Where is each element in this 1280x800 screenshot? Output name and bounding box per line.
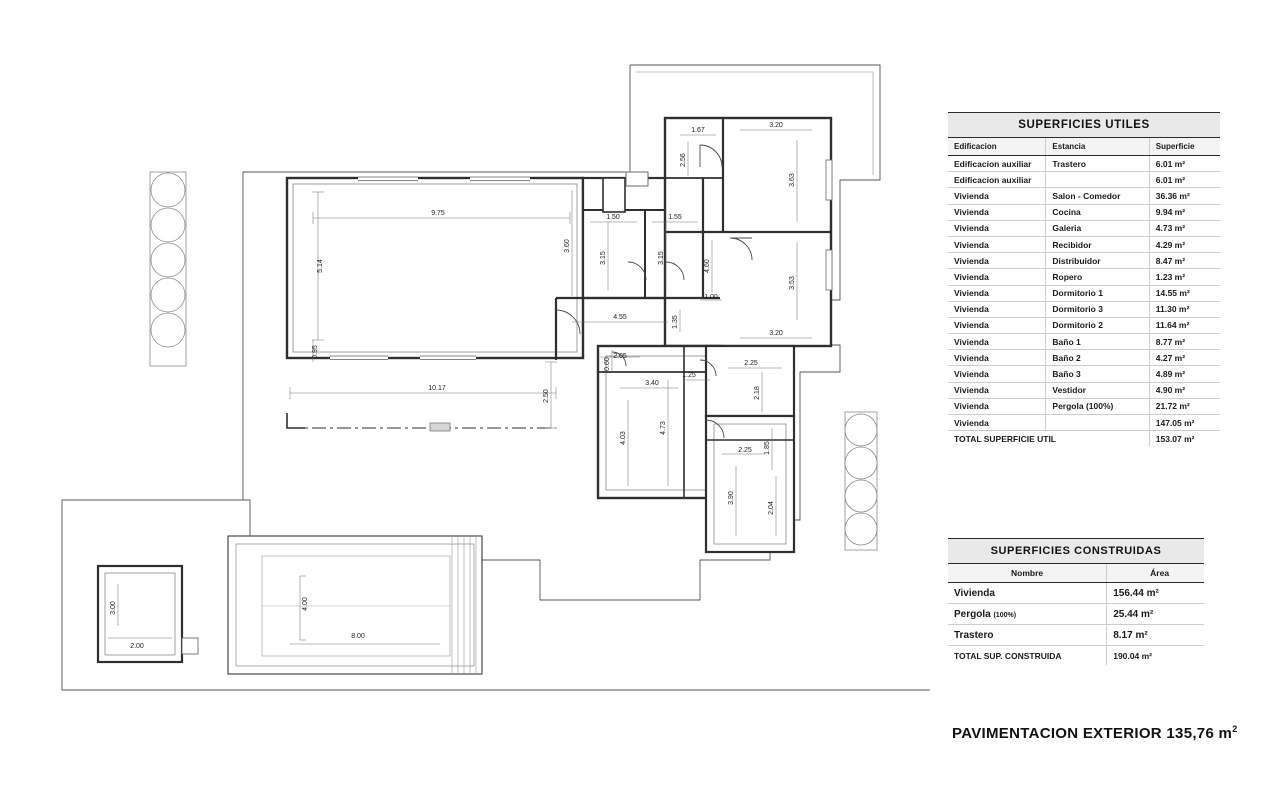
cell-superficie: 4.27 m² <box>1149 350 1220 366</box>
cell-estancia: Recibidor <box>1046 236 1149 252</box>
cell-nombre <box>948 604 1107 625</box>
table-row <box>948 253 1220 269</box>
cell-superficie: 11.64 m² <box>1149 317 1220 333</box>
svg-text:2.05: 2.05 <box>613 353 627 360</box>
cell-superficie: 4.73 m² <box>1149 220 1220 236</box>
table-row <box>948 317 1220 333</box>
table-row <box>948 604 1204 625</box>
svg-text:3.40: 3.40 <box>645 380 659 387</box>
table-row <box>948 625 1204 646</box>
svg-text:3.00: 3.00 <box>110 601 117 615</box>
utiles-total-label: TOTAL SUPERFICIE UTIL <box>948 431 1149 447</box>
svg-text:3.20: 3.20 <box>769 122 783 129</box>
cell-estancia: Dormitorio 1 <box>1046 285 1149 301</box>
cell-estancia <box>1046 415 1149 431</box>
cell-superficie: 6.01 m² <box>1149 156 1220 172</box>
table-row <box>948 398 1220 414</box>
cell-edificacion: Vivienda <box>948 285 1046 301</box>
svg-text:1.00: 1.00 <box>704 294 718 301</box>
header-estancia: Estancia <box>1046 138 1149 156</box>
svg-text:4.03: 4.03 <box>620 431 627 445</box>
cell-edificacion: Vivienda <box>948 220 1046 236</box>
cell-edificacion: Vivienda <box>948 188 1046 204</box>
cell-superficie: 6.01 m² <box>1149 172 1220 188</box>
cell-estancia: Vestidor <box>1046 382 1149 398</box>
cell-superficie: 36.36 m² <box>1149 188 1220 204</box>
pavimentacion-text: PAVIMENTACION EXTERIOR 135,76 m <box>952 725 1233 742</box>
cell-superficie: 9.94 m² <box>1149 204 1220 220</box>
cell-edificacion: Vivienda <box>948 204 1046 220</box>
pergola-area <box>287 413 556 431</box>
lower-block <box>598 346 720 498</box>
table-row <box>948 156 1220 172</box>
cell-superficie: 4.89 m² <box>1149 366 1220 382</box>
cell-nombre: Vivienda <box>948 583 1107 604</box>
svg-text:2.00: 2.00 <box>130 643 144 650</box>
cell-area: 156.44 m² <box>1107 583 1204 604</box>
table-row <box>948 382 1220 398</box>
cell-edificacion: Vivienda <box>948 382 1046 398</box>
svg-text:8.00: 8.00 <box>351 633 365 640</box>
cell-superficie: 8.77 m² <box>1149 334 1220 350</box>
cell-superficie: 21.72 m² <box>1149 398 1220 414</box>
cell-estancia: Pergola (100%) <box>1046 398 1149 414</box>
cell-edificacion: Vivienda <box>948 415 1046 431</box>
cell-edificacion: Vivienda <box>948 350 1046 366</box>
svg-text:3.15: 3.15 <box>658 251 665 265</box>
svg-text:1.35: 1.35 <box>672 315 679 329</box>
cell-nombre-text: Pergola <box>954 608 991 620</box>
svg-text:1.67: 1.67 <box>691 127 705 134</box>
table-row <box>948 366 1220 382</box>
pavimentacion-exponent: 2 <box>1232 724 1238 734</box>
cell-estancia: Trastero <box>1046 156 1149 172</box>
cell-superficie: 8.47 m² <box>1149 253 1220 269</box>
utiles-total-row <box>948 431 1220 447</box>
svg-text:10.17: 10.17 <box>428 385 446 392</box>
svg-text:2.25: 2.25 <box>738 447 752 454</box>
cell-superficie: 11.30 m² <box>1149 301 1220 317</box>
svg-text:4.55: 4.55 <box>613 314 627 321</box>
svg-text:1.50: 1.50 <box>606 214 620 221</box>
bedroom-block-right <box>665 118 832 346</box>
cell-area: 8.17 m² <box>1107 625 1204 646</box>
table-row <box>948 204 1220 220</box>
cell-superficie: 4.90 m² <box>1149 382 1220 398</box>
cell-estancia: Baño 2 <box>1046 350 1149 366</box>
cell-superficie: 14.55 m² <box>1149 285 1220 301</box>
cell-superficie: 147.05 m² <box>1149 415 1220 431</box>
table-row <box>948 350 1220 366</box>
svg-text:1.55: 1.55 <box>668 214 682 221</box>
header-edificacion: Edificacion <box>948 138 1046 156</box>
superficies-utiles-table <box>948 112 1220 446</box>
table-row <box>948 172 1220 188</box>
table-row <box>948 269 1220 285</box>
table-row <box>948 220 1220 236</box>
svg-text:1.85: 1.85 <box>764 441 771 455</box>
table-row <box>948 334 1220 350</box>
construidas-total-label: TOTAL SUP. CONSTRUIDA <box>948 646 1107 666</box>
table-row <box>948 236 1220 252</box>
svg-text:3.60: 3.60 <box>564 239 571 253</box>
header-superficie: Superficie <box>1149 138 1220 156</box>
svg-text:2.25: 2.25 <box>744 360 758 367</box>
cell-edificacion: Vivienda <box>948 317 1046 333</box>
table-row <box>948 188 1220 204</box>
svg-text:2.18: 2.18 <box>754 386 761 400</box>
utiles-header-row <box>948 138 1220 156</box>
cell-estancia: Dormitorio 2 <box>1046 317 1149 333</box>
cell-estancia: Ropero <box>1046 269 1149 285</box>
salon-comedor-room <box>287 178 583 358</box>
pavimentacion-exterior-label <box>952 724 1238 742</box>
tree-row-right <box>845 412 877 550</box>
cell-edificacion: Vivienda <box>948 334 1046 350</box>
cell-estancia: Galeria <box>1046 220 1149 236</box>
cell-estancia: Salon - Comedor <box>1046 188 1149 204</box>
svg-text:3.20: 3.20 <box>769 330 783 337</box>
svg-text:2.50: 2.50 <box>543 389 550 403</box>
cell-edificacion: Vivienda <box>948 253 1046 269</box>
svg-text:0.95: 0.95 <box>312 345 319 359</box>
superficies-construidas-table <box>948 538 1204 665</box>
cell-edificacion: Vivienda <box>948 269 1046 285</box>
swimming-pool <box>228 536 482 674</box>
cell-superficie: 4.29 m² <box>1149 236 1220 252</box>
svg-text:4.00: 4.00 <box>302 597 309 611</box>
utiles-title: SUPERFICIES UTILES <box>948 112 1220 138</box>
tree-row-left <box>150 172 186 366</box>
cell-area: 25.44 m² <box>1107 604 1204 625</box>
construidas-total-value: 190.04 m² <box>1107 646 1204 666</box>
cell-nombre: Trastero <box>948 625 1107 646</box>
cell-estancia: Distribuidor <box>1046 253 1149 269</box>
svg-text:9.75: 9.75 <box>431 210 445 217</box>
construidas-total-row <box>948 646 1204 666</box>
header-nombre: Nombre <box>948 564 1107 583</box>
svg-text:1.25: 1.25 <box>682 372 696 379</box>
header-area: Área <box>1107 564 1204 583</box>
svg-text:3.15: 3.15 <box>600 251 607 265</box>
svg-text:2.56: 2.56 <box>680 153 687 167</box>
svg-text:0.60: 0.60 <box>604 357 611 371</box>
svg-text:3.90: 3.90 <box>728 491 735 505</box>
construidas-title: SUPERFICIES CONSTRUIDAS <box>948 538 1204 564</box>
cell-estancia: Cocina <box>1046 204 1149 220</box>
table-row <box>948 415 1220 431</box>
cell-edificacion: Edificacion auxiliar <box>948 156 1046 172</box>
cell-estancia: Baño 1 <box>1046 334 1149 350</box>
cell-superficie: 1.23 m² <box>1149 269 1220 285</box>
cell-estancia <box>1046 172 1149 188</box>
cell-edificacion: Edificacion auxiliar <box>948 172 1046 188</box>
cell-estancia: Dormitorio 3 <box>1046 301 1149 317</box>
utiles-total-value: 153.07 m² <box>1149 431 1220 447</box>
table-row <box>948 301 1220 317</box>
svg-text:3.63: 3.63 <box>789 173 796 187</box>
cell-nombre-note: (100%) <box>993 611 1017 619</box>
cell-edificacion: Vivienda <box>948 366 1046 382</box>
cell-estancia: Baño 3 <box>1046 366 1149 382</box>
svg-text:2.04: 2.04 <box>768 501 775 515</box>
cell-edificacion: Vivienda <box>948 398 1046 414</box>
svg-text:4.60: 4.60 <box>704 259 711 273</box>
construidas-header-row <box>948 564 1204 583</box>
table-row <box>948 285 1220 301</box>
cell-edificacion: Vivienda <box>948 301 1046 317</box>
svg-text:5.14: 5.14 <box>317 259 324 273</box>
svg-text:3.53: 3.53 <box>789 276 796 290</box>
cell-edificacion: Vivienda <box>948 236 1046 252</box>
svg-text:4.73: 4.73 <box>660 421 667 435</box>
table-row <box>948 583 1204 604</box>
